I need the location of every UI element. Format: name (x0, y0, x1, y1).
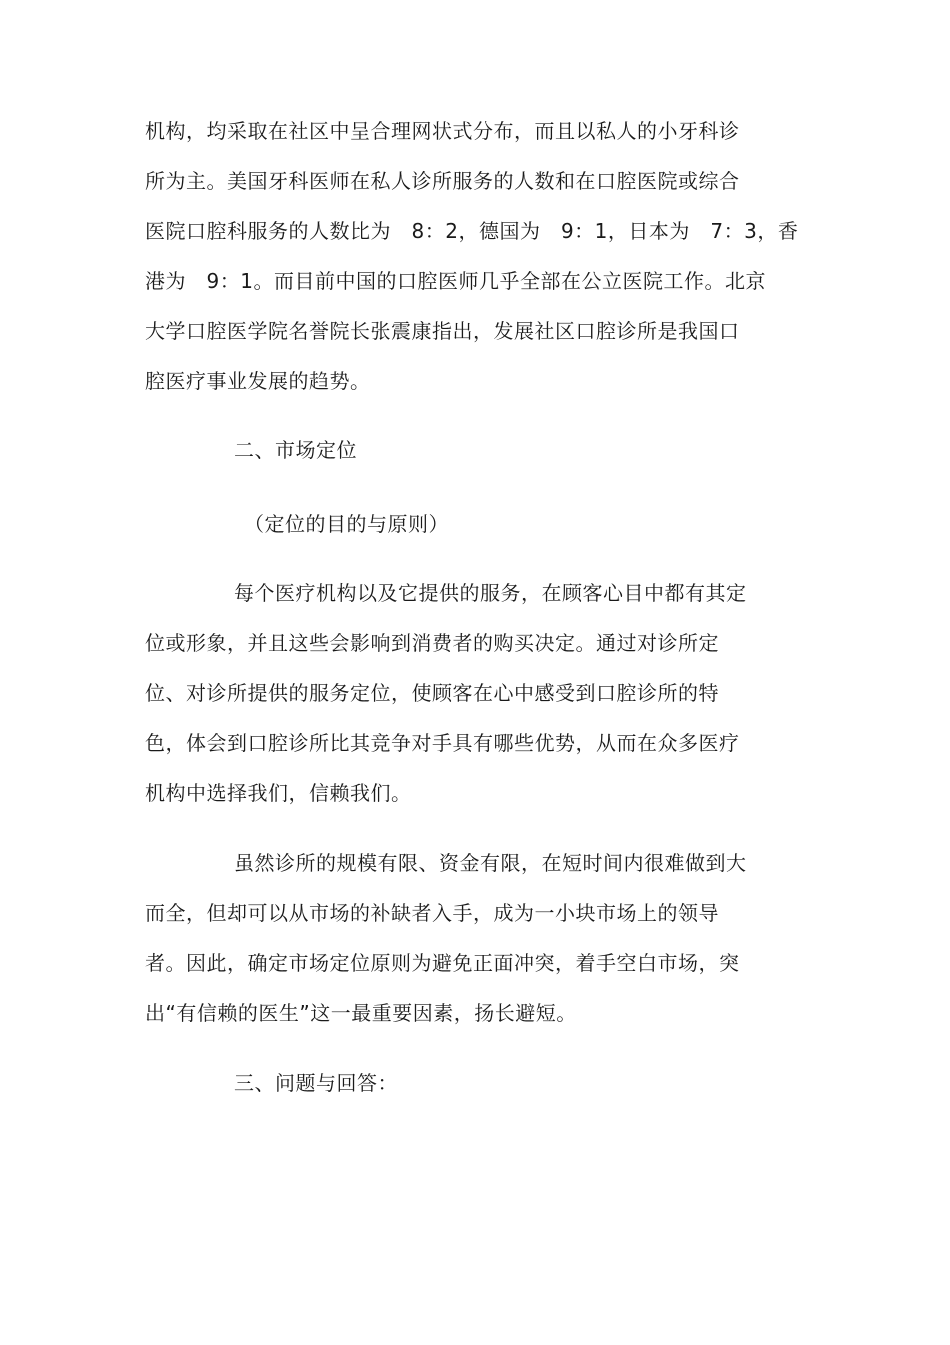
section-heading-2: 二、市场定位 (234, 438, 357, 462)
para3-line-2: 而全，但却可以从市场的补缺者入手，成为一小块市场上的领导 (145, 901, 719, 925)
para1-line-6: 腔医疗事业发展的趋势。 (145, 369, 371, 393)
para2-line-2: 位或形象，并且这些会影响到消费者的购买决定。通过对诊所定 (145, 631, 719, 655)
para2-line-1: 每个医疗机构以及它提供的服务，在顾客心目中都有其定 (234, 581, 747, 605)
section-subheading: （定位的目的与原则） (244, 512, 449, 536)
para1-line-2: 所为主。美国牙科医师在私人诊所服务的人数和在口腔医院或综合 (145, 169, 740, 193)
para1-line-1: 机构，均采取在社区中呈合理网状式分布，而且以私人的小牙科诊 (145, 119, 740, 143)
para1-line-3: 医院口腔科服务的人数比为 8：2，德国为 9：1，日本为 7：3，香 (145, 219, 799, 243)
para1-line-5: 大学口腔医学院名誉院长张震康指出，发展社区口腔诊所是我国口 (145, 319, 740, 343)
section-heading-3: 三、问题与回答： (234, 1071, 398, 1095)
para1-line-4: 港为 9：1。而目前中国的口腔医师几乎全部在公立医院工作。北京 (145, 269, 766, 293)
para3-line-1: 虽然诊所的规模有限、资金有限，在短时间内很难做到大 (234, 851, 747, 875)
para2-line-4: 色，体会到口腔诊所比其竞争对手具有哪些优势，从而在众多医疗 (145, 731, 740, 755)
para3-line-3: 者。因此，确定市场定位原则为避免正面冲突，着手空白市场，突 (145, 951, 740, 975)
para3-line-4: 出“有信赖的医生”这一最重要因素，扬长避短。 (145, 1001, 577, 1025)
para2-line-5: 机构中选择我们，信赖我们。 (145, 781, 412, 805)
para2-line-3: 位、对诊所提供的服务定位，使顾客在心中感受到口腔诊所的特 (145, 681, 719, 705)
